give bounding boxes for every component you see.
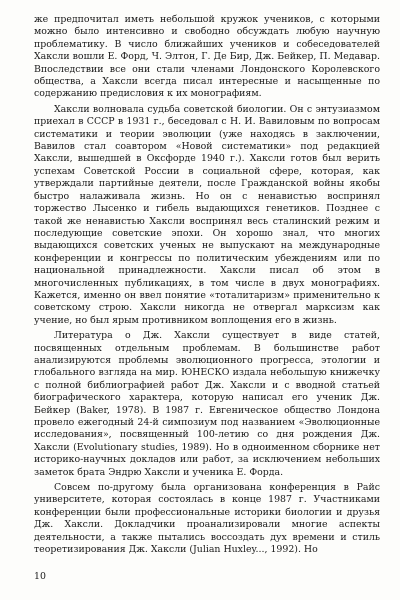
paragraph-literature: Литература о Дж. Хаксли существует в виде статей, посвященных отдельным проблемам. В большинстве работ анализируются проблемы эволюционного прогресса, этологии и глобального взгляда на мир. ЮНЕСКО издала небольшую книжечку с полной библиографией работ Дж. Хаксли и с вводной статьей биографического характера, которую написал его ученик Дж. Бейкер (Baker, 1978). В 1987 г. Евгеническое общество Лондона провело ежегодный 24-й симпозиум под названием «Эволюционные исследования», посвященный 100-летию со дня рождения Дж. Хаксли (Evolutionary studies, 1989). Но в одноименном сборнике нет историко-научных докладов или работ, за исключением небольших заметок брата Эндрю Хаксли и ученика Е. Форда. (34, 330, 380, 478)
paragraph-continued: же предпочитал иметь небольшой кружок учеников, с которыми можно было интенсивно и свободно обсуждать любую научную проблематику. В число ближайших учеников и собеседователей Хаксли вошли Е. Форд, Ч. Элтон, Г. Де Бир, Дж. Бейкер, П. Медавар. Впоследствии все они стали членами Лондонского Королевского общества, а Хаксли всегда писал интересные и насыщенные по содержанию предисловия к их монографиям. (34, 14, 380, 100)
body-text (34, 14, 380, 556)
page-number: 10 (34, 571, 46, 582)
paragraph-soviet-biology: Хаксли волновала судьба советской биологии. Он с энтузиазмом приехал в СССР в 1931 г., беседовал с Н. И. Вавиловым по вопросам систематики и теории эволюции (уже находясь в заключении, Вавилов стал соавтором «Новой систематики» под редакцией Хаксли, вышедшей в Оксфорде 1940 г.). Хаксли готов был верить успехам Советской России в социальной сфере, которая, как утверждали партийные деятели, после Гражданской войны якобы быстро налаживала жизнь. Но он с ненавистью воспринял торжество Лысенко и гибель выдающихся генетиков. Позднее с такой же ненавистью Хаксли воспринял весь сталинский режим и последующие советские эпохи. Он хорошо знал, что многих выдающихся советских ученых не выпускают на международные конференции и конгрессы по политическим убеждениям или по национальной принадлежности. Хаксли писал об этом в многочисленных публикациях, в том числе в двух монографиях. Кажется, именно он ввел понятие «тоталитаризм» применительно к советскому строю. Хаксли никогда не отвергал марксизм как учение, но был ярым противником воплощения его в жизнь. (34, 103, 380, 326)
paragraph-rice-conference: Совсем по-другому была организована конференция в Райс университете, которая состоялась в конце 1987 г. Участниками конференции были профессиональные историки биологии и друзья Дж. Хаксли. Докладчики проанализировали многие аспекты деятельности, а также пытались воссоздать дух времени и стиль теоретизирования Дж. Хаксли (Julian Huxley..., 1992). Но (34, 482, 380, 556)
